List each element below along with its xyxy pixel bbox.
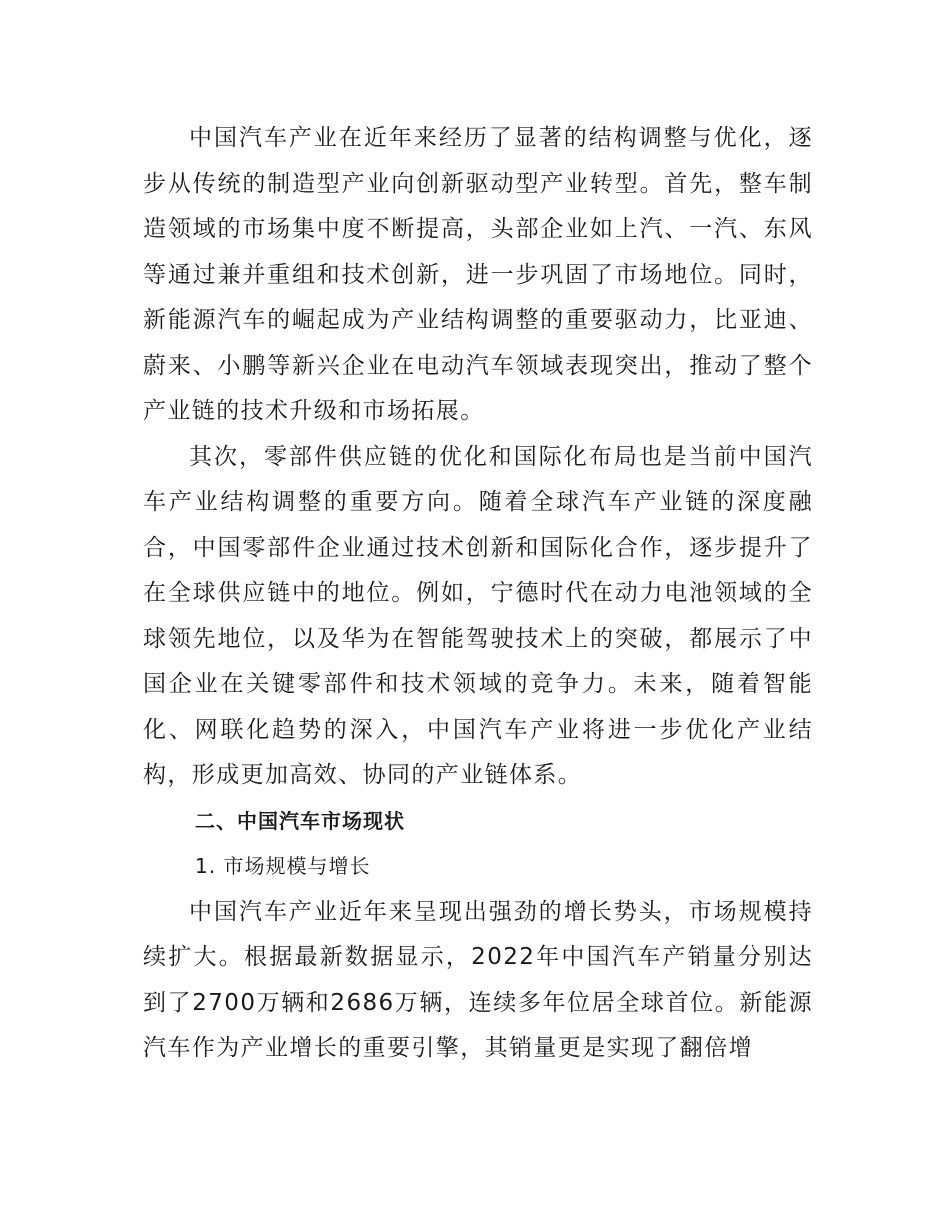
subsection-heading: 1. 市场规模与增长: [195, 854, 371, 878]
section-heading: 二、中国汽车市场现状: [195, 808, 405, 833]
document-body: [143, 116, 813, 1072]
paragraph-market-scale: 中国汽车产业近年来呈现出强劲的增长势头，市场规模持续扩大。根据最新数据显示，2022年中国汽车产销量分别达到了2700万辆和2686万辆，连续多年位居全球首位。新能源汽车作为产业增长的重要引擎，其销量更是实现了翻倍增: [143, 898, 813, 1061]
paragraph-supply-chain: 其次，零部件供应链的优化和国际化布局也是当前中国汽车产业结构调整的重要方向。随着全球汽车产业链的深度融合，中国零部件企业通过技术创新和国际化合作，逐步提升了在全球供应链中的地位。例如，宁德时代在动力电池领域的全球领先地位，以及华为在智能驾驶技术上的突破，都展示了中国企业在关键零部件和技术领域的竞争力。未来，随着智能化、网联化趋势的深入，中国汽车产业将进一步优化产业结构，形成更加高效、协同的产业链体系。: [143, 443, 813, 788]
paragraph-industry-structure: 中国汽车产业在近年来经历了显著的结构调整与优化，逐步从传统的制造型产业向创新驱动型产业转型。首先，整车制造领域的市场集中度不断提高，头部企业如上汽、一汽、东风等通过兼并重组和技术创新，进一步巩固了市场地位。同时，新能源汽车的崛起成为产业结构调整的重要驱动力，比亚迪、蔚来、小鹏等新兴企业在电动汽车领域表现突出，推动了整个产业链的技术升级和市场拓展。: [143, 125, 813, 424]
